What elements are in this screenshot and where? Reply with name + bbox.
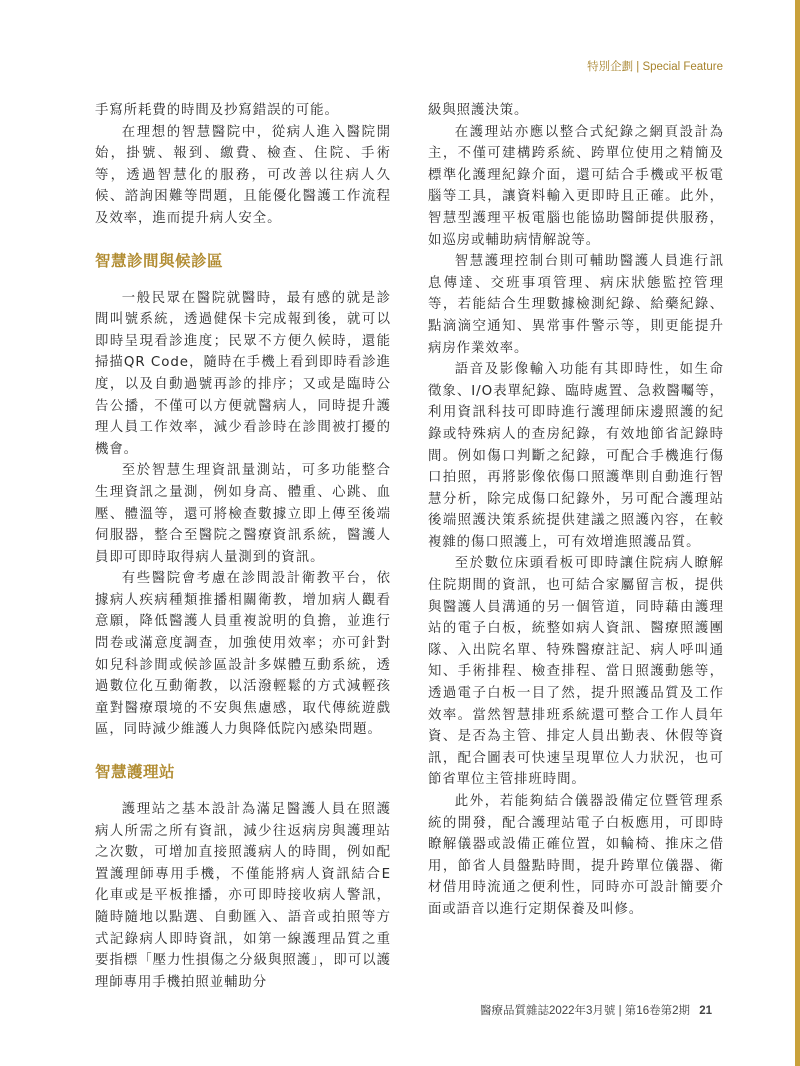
section-heading-smart-nursing-station: 智慧護理站 <box>95 763 176 782</box>
paragraph: 在理想的智慧醫院中，從病人進入醫院開始，掛號、報到、繳費、檢查、住院、手術等，透過智慧化的服務，可改善以往病人久候、諮詢困難等問題，且能優化醫護工作流程及效率，進而提升病人安全。 <box>95 124 391 226</box>
paragraph: 智慧護理控制台則可輔助醫護人員進行訊息傳達、交班事項管理、病床狀態監控管理等，若能結合生理數據檢測紀錄、給藥紀錄、點滴滴空通知、異常事件警示等，則更能提升病房作業效率。 <box>428 254 724 356</box>
paragraph: 護理站之基本設計為滿足醫護人員在照護病人所需之所有資訊，減少往返病房與護理站之次數，可增加直接照護病人的時間，例如配置護理師專用手機，不僅能將病人資訊結合E化車或是平板推播，亦可即時接收病人警訊，隨時隨地以點選、自動匯入、語音或拍照等方式記錄病人即時資訊，如第一線護理品質之重要指標「壓力性損傷之分級與照護」，即可以護理師專用手機拍照並輔助分 <box>95 802 391 990</box>
gold-edge-bar <box>795 0 800 1066</box>
page-number: 21 <box>699 1005 712 1017</box>
paragraph: 語音及影像輸入功能有其即時性，如生命徵象、I/O表單紀錄、臨時處置、急救醫囑等，利用資訊科技可即時進行護理師床邊照護的紀錄或特殊病人的查房紀錄，有效地節省記錄時間。例如傷口判斷之紀錄，可配合手機進行傷口拍照，再將影像依傷口照護準則自動進行智慧分析，除完成傷口紀錄外，另可配合護理站後端照護決策系統提供建議之照護內容，在較複雜的傷口照護上，可有效增進照護品質。 <box>428 362 724 550</box>
section-heading-smart-clinic: 智慧診間與候診區 <box>95 251 224 270</box>
right-column <box>428 100 724 921</box>
left-column <box>95 100 391 993</box>
paragraph: 在護理站亦應以整合式紀錄之網頁設計為主，不僅可建構跨系統、跨單位使用之精簡及標準化護理紀錄介面，還可結合手機或平板電腦等工具，讓資料輸入更即時且正確。此外，智慧型護理平板電腦也能協助醫師提供服務，如巡房或輔助病情解說等。 <box>428 124 724 248</box>
paragraph: 手寫所耗費的時間及抄寫錯誤的可能。 <box>95 103 339 118</box>
paragraph: 級與照護決策。 <box>428 103 529 118</box>
paragraph: 此外，若能夠結合儀器設備定位暨管理系統的開發，配合護理站電子白板應用，可即時瞭解儀器或設備正確位置，如輪椅、推床之借用，節省人員盤點時間，提升跨單位儀器、衛材借用時流通之便利性，同時亦可設計簡要介面或語音以進行定期保養及叫修。 <box>428 794 724 917</box>
section-header: 特別企劃 | Special Feature <box>587 61 723 73</box>
paragraph: 有些醫院會考慮在診間設計衛教平台，依據病人疾病種類推播相關衛教，增加病人觀看意願，降低醫護人員重複說明的負擔，並進行問卷或滿意度調查，加強使用效率；亦可針對如兒科診間或候診區設計多媒體互動系統，透過數位化互動衛教，以活潑輕鬆的方式減輕孩童對醫療環境的不安與焦慮感，取代傳統遊戲區，同時減少維護人力與降低院內感染問題。 <box>95 571 391 738</box>
page-footer <box>480 1002 712 1018</box>
paragraph: 一般民眾在醫院就醫時，最有感的就是診間叫號系統，透過健保卡完成報到後，就可以即時呈現看診進度；民眾不方便久候時，還能掃描QR Code，隨時在手機上看到即時看診進度，以及自動過號再診的排序；又或是臨時公告公播，不僅可以方便就醫病人，同時提升護理人員工作效率，減少看診時在診間被打擾的機會。 <box>95 290 391 457</box>
paragraph: 至於數位床頭看板可即時讓住院病人瞭解住院期間的資訊，也可結合家屬留言板，提供與醫護人員溝通的另一個管道，同時藉由護理站的電子白板，統整如病人資訊、醫療照護團隊、入出院名單、特殊醫療註記、病人呼叫通知、手術排程、檢查排程、當日照護動態等，透過電子白板一目了然，提升照護品質及工作效率。當然智慧排班系統還可整合工作人員年資、是否為主管、排定人員出勤表、休假等資訊，配合圖表可快速呈現單位人力狀況，也可節省單位主管排班時間。 <box>428 556 724 788</box>
paragraph: 至於智慧生理資訊量測站，可多功能整合生理資訊之量測，例如身高、體重、心跳、血壓、體溫等，還可將檢查數據立即上傳至後端伺服器，整合至醫院之醫療資訊系統，醫護人員即可即時取得病人量測到的資訊。 <box>95 463 391 565</box>
journal-issue: 醫療品質雜誌2022年3月號 | 第16卷第2期 <box>479 1005 690 1017</box>
